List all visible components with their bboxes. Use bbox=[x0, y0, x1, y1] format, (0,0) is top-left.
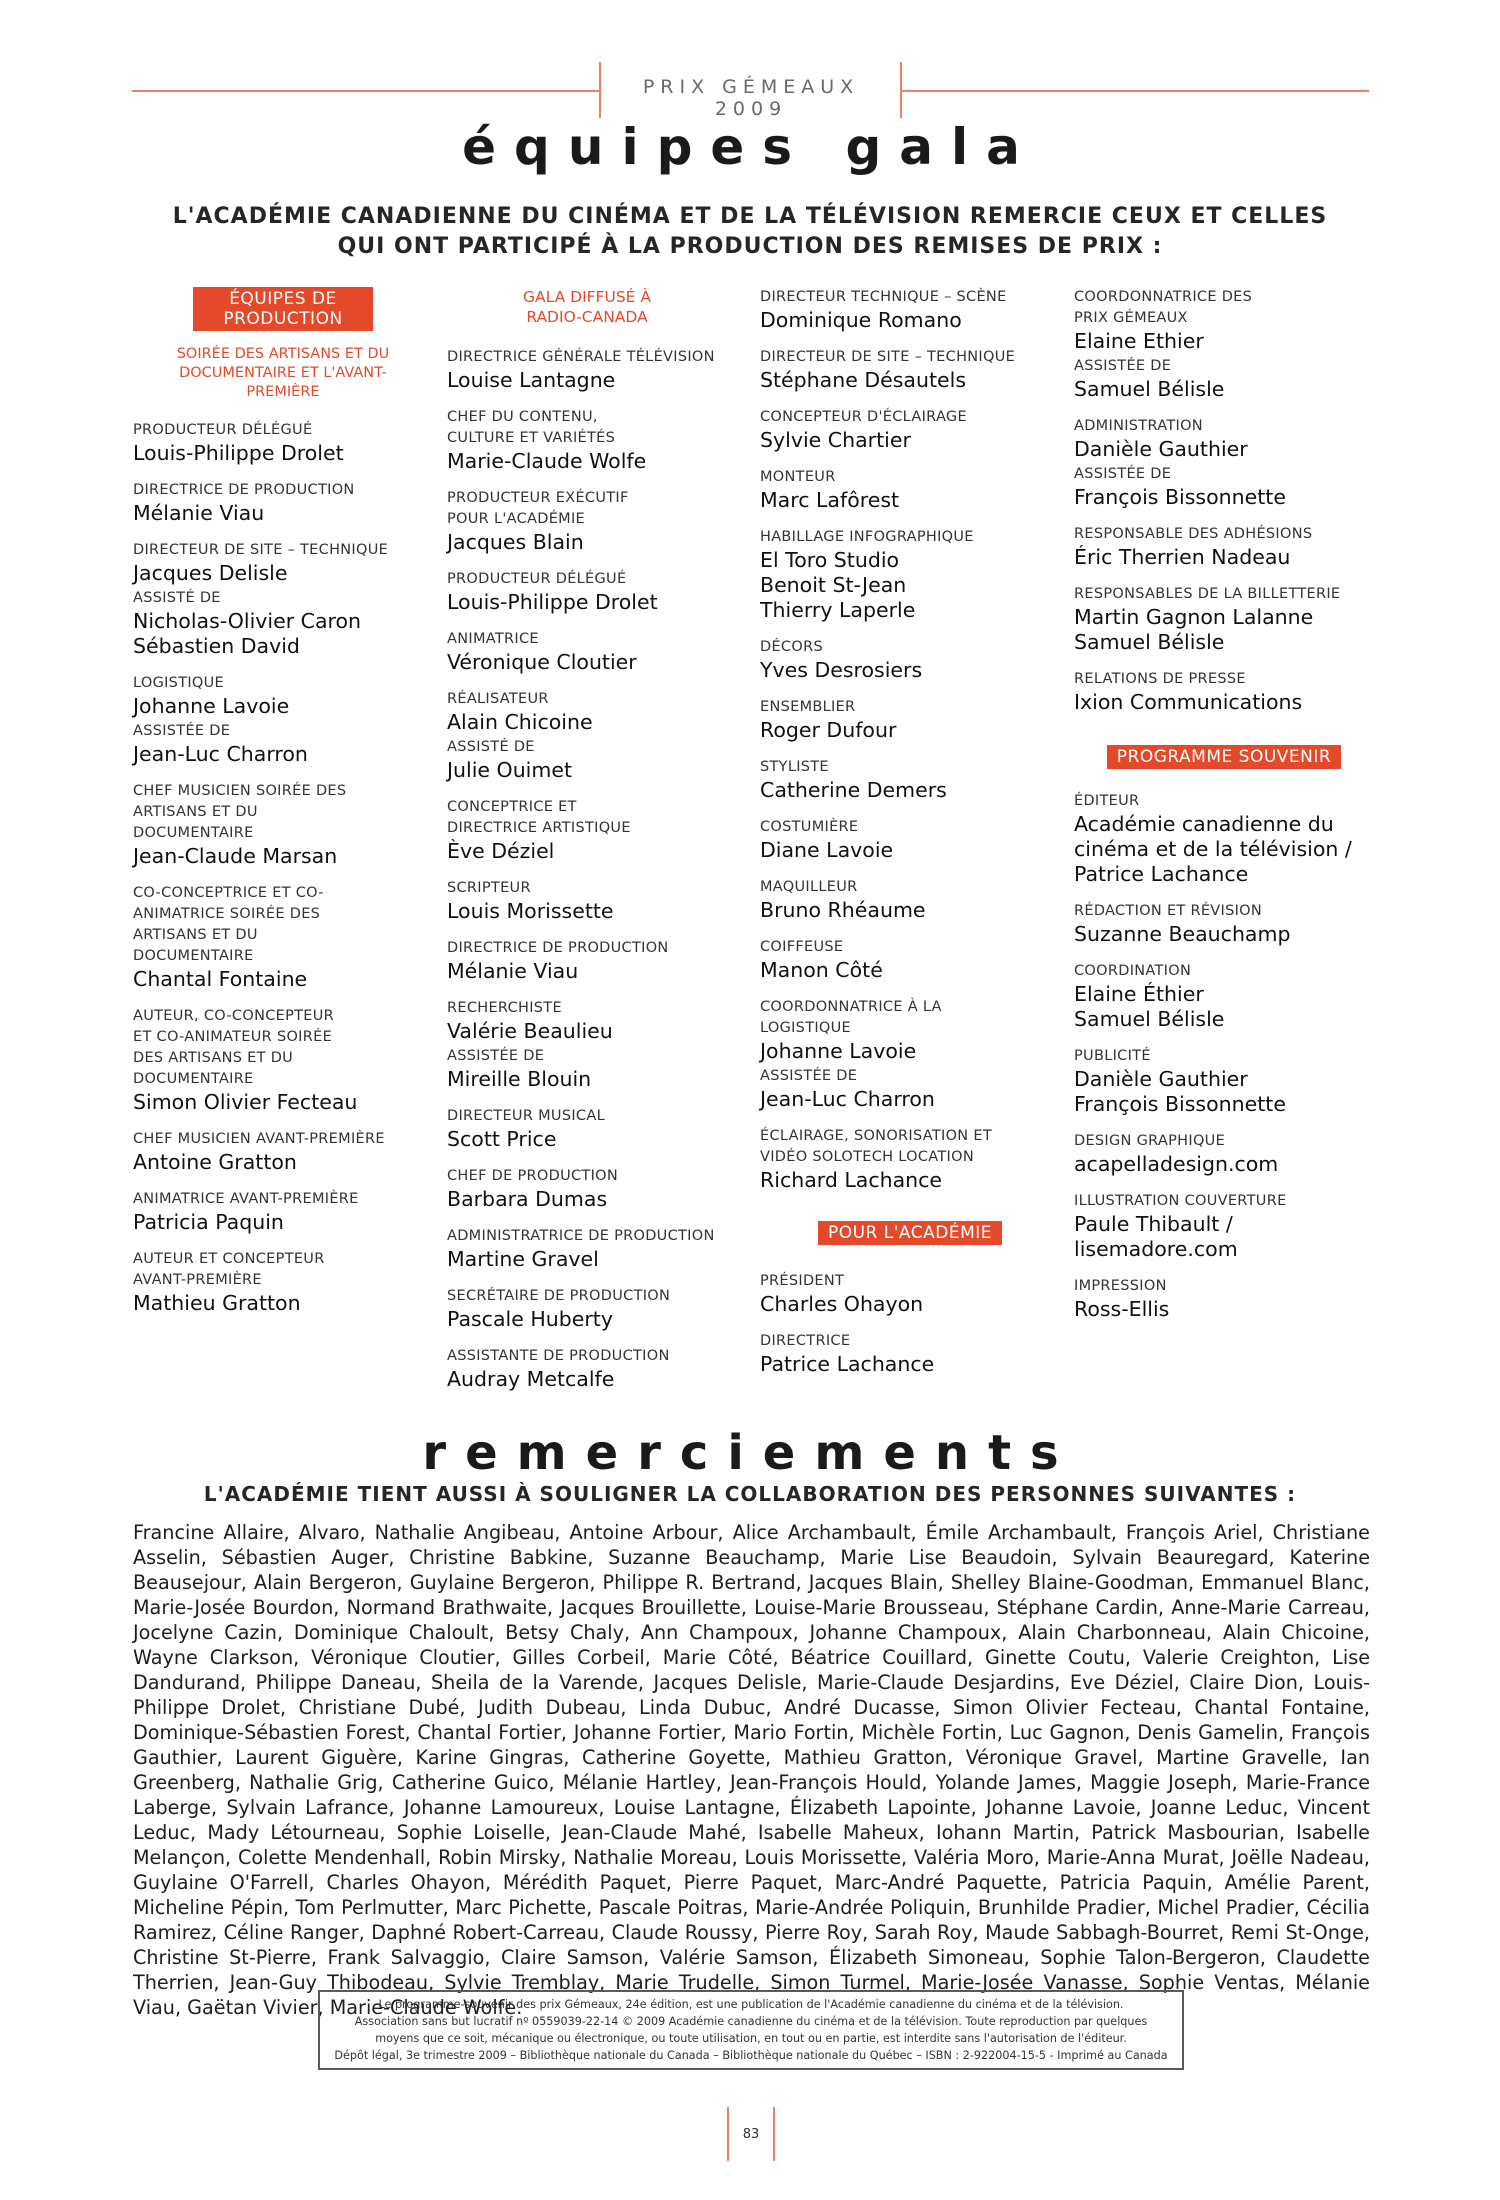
credit-role: COIFFEUSE bbox=[760, 939, 844, 955]
credit-role: DIRECTEUR MUSICAL bbox=[447, 1108, 605, 1124]
credit-entry bbox=[133, 420, 433, 466]
credit-role: MAQUILLEUR bbox=[760, 879, 858, 895]
credit-entry bbox=[447, 938, 747, 984]
credit-name: Marie-Claude Wolfe bbox=[447, 449, 647, 473]
credit-entry bbox=[447, 1346, 747, 1392]
credit-name: Antoine Gratton bbox=[133, 1150, 297, 1174]
credit-role: ASSISTÉE DE bbox=[1074, 358, 1172, 374]
credit-entry bbox=[760, 997, 1060, 1064]
credit-entry bbox=[133, 781, 433, 869]
credit-entry bbox=[1074, 356, 1374, 402]
credit-name: Elaine Ethier bbox=[1074, 329, 1204, 353]
credit-role: PUBLICITÉ bbox=[1074, 1048, 1151, 1064]
credit-role: CHEF DE PRODUCTION bbox=[447, 1168, 619, 1184]
credit-entry bbox=[1074, 669, 1374, 715]
credit-role: SCRIPTEUR bbox=[447, 880, 531, 896]
section-badge-programme-souvenir: PROGRAMME SOUVENIR bbox=[1107, 745, 1341, 769]
credit-role: LOGISTIQUE bbox=[133, 675, 225, 691]
credit-entry bbox=[1074, 464, 1374, 510]
credit-role: PRODUCTEUR DÉLÉGUÉ bbox=[133, 422, 313, 438]
credits-column-2 bbox=[447, 287, 747, 1406]
credit-entry bbox=[133, 1249, 433, 1316]
credit-name: Jacques Delisle bbox=[133, 561, 288, 585]
credit-role: RESPONSABLE DES ADHÉSIONS bbox=[1074, 526, 1313, 542]
credit-role: DIRECTRICE DE PRODUCTION bbox=[133, 482, 355, 498]
credit-name: Patricia Paquin bbox=[133, 1210, 284, 1234]
credit-role: CONCEPTRICE ET DIRECTRICE ARTISTIQUE bbox=[447, 799, 631, 836]
credit-role: CONCEPTEUR D'ÉCLAIRAGE bbox=[760, 409, 967, 425]
credit-name: Mireille Blouin bbox=[447, 1067, 592, 1091]
page-title: équipes gala bbox=[462, 118, 1038, 176]
credit-role: ASSISTÉE DE bbox=[760, 1068, 858, 1084]
credit-entry bbox=[447, 569, 747, 615]
credits-column-1 bbox=[133, 287, 433, 1330]
credit-entry bbox=[447, 407, 747, 474]
credit-name: El Toro Studio bbox=[760, 548, 900, 572]
credit-role: DIRECTEUR DE SITE – TECHNIQUE bbox=[760, 349, 1016, 365]
credit-name: Chantal Fontaine bbox=[133, 967, 308, 991]
credit-name: Académie canadienne du cinéma et de la télévision / Patrice Lachance bbox=[1074, 812, 1352, 886]
credit-name: Jean-Luc Charron bbox=[760, 1087, 935, 1111]
credit-role: ASSISTÉ DE bbox=[447, 739, 535, 755]
credit-name: Catherine Demers bbox=[760, 778, 947, 802]
credit-name: Yves Desrosiers bbox=[760, 658, 923, 682]
credit-role: AUTEUR ET CONCEPTEUR AVANT-PREMIÈRE bbox=[133, 1251, 325, 1288]
credit-entry bbox=[447, 878, 747, 924]
credit-entry bbox=[760, 407, 1060, 453]
credit-entry bbox=[760, 1066, 1060, 1112]
credit-role: DÉCORS bbox=[760, 639, 823, 655]
credit-role: MONTEUR bbox=[760, 469, 836, 485]
credit-name: Johanne Lavoie bbox=[760, 1039, 917, 1063]
credit-name: Bruno Rhéaume bbox=[760, 898, 926, 922]
credit-name: Barbara Dumas bbox=[447, 1187, 608, 1211]
credit-name: Suzanne Beauchamp bbox=[1074, 922, 1291, 946]
section-badge-equipes: ÉQUIPES DE PRODUCTION bbox=[193, 287, 373, 331]
credit-role: RELATIONS DE PRESSE bbox=[1074, 671, 1246, 687]
credit-role: PRODUCTEUR DÉLÉGUÉ bbox=[447, 571, 627, 587]
credit-entry bbox=[133, 721, 433, 767]
thanks-title: remerciements bbox=[422, 1425, 1078, 1481]
credit-role: DIRECTEUR DE SITE – TECHNIQUE bbox=[133, 542, 389, 558]
credit-name: Elaine Éthier bbox=[1074, 982, 1204, 1006]
credit-name: Scott Price bbox=[447, 1127, 557, 1151]
credit-role: RÉALISATEUR bbox=[447, 691, 549, 707]
credit-role: COSTUMIÈRE bbox=[760, 819, 859, 835]
credit-name: Diane Lavoie bbox=[760, 838, 894, 862]
credit-name: Charles Ohayon bbox=[760, 1292, 924, 1316]
intro-line-2: QUI ONT PARTICIPÉ À LA PRODUCTION DES REMISES DE PRIX : bbox=[337, 234, 1163, 259]
credit-entry bbox=[1074, 1276, 1374, 1322]
credit-name: Mathieu Gratton bbox=[133, 1291, 301, 1315]
credit-role: IMPRESSION bbox=[1074, 1278, 1167, 1294]
credit-role: ASSISTÉE DE bbox=[1074, 466, 1172, 482]
credit-entry bbox=[447, 1106, 747, 1152]
credit-name: Manon Côté bbox=[760, 958, 883, 982]
credit-role: COORDONNATRICE À LA LOGISTIQUE bbox=[760, 999, 942, 1036]
credit-name: Éric Therrien Nadeau bbox=[1074, 545, 1291, 569]
credit-role: DIRECTRICE GÉNÉRALE TÉLÉVISION bbox=[447, 349, 715, 365]
page-number: 83 bbox=[742, 2127, 760, 2142]
credit-role: HABILLAGE INFOGRAPHIQUE bbox=[760, 529, 974, 545]
credit-entry bbox=[760, 527, 1060, 623]
credit-name: Patrice Lachance bbox=[760, 1352, 935, 1376]
credit-name: Roger Dufour bbox=[760, 718, 897, 742]
credit-name: Ixion Communications bbox=[1074, 690, 1303, 714]
credit-name: Louis Morissette bbox=[447, 899, 614, 923]
legal-line-1: Le programme-souvenir des prix Gémeaux, 24e édition, est une publication de l'Académie canadienne du cinéma et de la télévision. bbox=[378, 1998, 1124, 2011]
intro-line-1: L'ACADÉMIE CANADIENNE DU CINÉMA ET DE LA TÉLÉVISION REMERCIE CEUX ET CELLES bbox=[172, 204, 1328, 229]
credit-role: PRODUCTEUR EXÉCUTIF POUR L'ACADÉMIE bbox=[447, 490, 629, 527]
credit-name: Pascale Huberty bbox=[447, 1307, 613, 1331]
credit-name: Marc Lafôrest bbox=[760, 488, 900, 512]
credit-name: Simon Olivier Fecteau bbox=[133, 1090, 358, 1114]
credit-entry bbox=[1074, 524, 1374, 570]
publication-label: PRIX GÉMEAUX 2009 bbox=[642, 76, 860, 120]
credit-role: DIRECTRICE DE PRODUCTION bbox=[447, 940, 669, 956]
credit-entry bbox=[447, 629, 747, 675]
credit-role: ADMINISTRATION bbox=[1074, 418, 1203, 434]
credit-name: Dominique Romano bbox=[760, 308, 962, 332]
credit-entry bbox=[1074, 1046, 1374, 1117]
credit-entry bbox=[133, 480, 433, 526]
credit-entry bbox=[447, 737, 747, 783]
credit-entry bbox=[760, 757, 1060, 803]
credit-entry bbox=[760, 287, 1060, 333]
thanks-names-paragraph: Francine Allaire, Alvaro, Nathalie Angibeau, Antoine Arbour, Alice Archambault, Émile Archambault, François Ariel, Christiane Asselin, Sébastien Auger, Christine Babkine, Suzanne Beauchamp, Marie Lise Beaudoin, Sylvain Beauregard, Katerine Beausejour, Alain Bergeron, Guylaine Bergeron, Philippe R. Bertrand, Jacques Blain, Shelley Blaine-Goodman, Emmanuel Blanc, Marie-Josée Bourdon, Normand Brathwaite, Jacques Brouillette, Louise-Marie Brousseau, Stéphane Cardin, Anne-Marie Carreau, Jocelyne Cazin, Dominique Chaloult, Betsy Chaly, Ann Champoux, Johanne Champoux, Alain Charbonneau, Alain Chicoine, Wayne Clarkson, Véronique Cloutier, Gilles Corbeil, Marie Côté, Béatrice Couillard, Ginette Coutu, Valerie Creighton, Lise Dandurand, Philippe Daneau, Sheila de la Varende, Jacques Delisle, Marie-Claude Desjardins, Eve Déziel, Claire Dion, Louis-Philippe Drolet, Christiane Dubé, Judith Dubeau, Linda Dubuc, André Ducasse, Simon Olivier Fecteau, Chantal Fontaine, Dominique-Sébastien Forest, Chantal Fortier, Johanne Fortier, Mario Fortin, Michèle Fortin, Luc Gagnon, Denis Gamelin, François Gauthier, Laurent Giguère, Karine Gingras, Catherine Goyette, Mathieu Gratton, Véronique Gravel, Martine Gravelle, Ian Greenberg, Nathalie Grig, Catherine Guico, Mélanie Hartley, Jean-François Hould, Yolande James, Maggie Joseph, Marie-France Laberge, Sylvain Lafrance, Johanne Lamoureux, Louise Lantagne, Élizabeth Lapointe, Johanne Lavoie, Joanne Leduc, Vincent Leduc, Mady Létourneau, Sophie Loiselle, Jean-Claude Mahé, Isabelle Maheux, Iohann Martin, Patrick Masbourian, Isabelle Melançon, Colette Mendenhall, Robin Mirsky, Nathalie Moreau, Louis Morissette, Valéria Moro, Marie-Anna Murat, Joëlle Nadeau, Guylaine O'Farrell, Charles Ohayon, Mérédith Paquet, Pierre Paquet, Marc-André Paquette, Patricia Paquin, Amélie Parent, Micheline Pépin, Tom Perlmutter, Marc Pichette, Pascale Poitras, Marie-Andrée Poliquin, Brunhilde Pradier, Michel Pradier, Cécilia Ramirez, Céline Ranger, Daphné Robert-Carreau, Claude Roussy, Pierre Roy, Sarah Roy, Maude Sabbagh-Bourret, Remi St-Onge, Christine St-Pierre, Frank Salvaggio, Claire Samson, Valérie Samson, Élizabeth Simoneau, Sophie Talon-Bergeron, Claudette Therrien, Jean-Guy Thibodeau, Sylvie Tremblay, Marie Trudelle, Simon Turmel, Marie-Josée Vanasse, Sophie Ventas, Mélanie Viau, Gaëtan Vivier, Marie-Claude Wolfe. bbox=[133, 1521, 1370, 2019]
credit-entry bbox=[1074, 901, 1374, 947]
section-heading-radio-canada: GALA DIFFUSÉ À RADIO-CANADA bbox=[523, 288, 651, 326]
credit-entry bbox=[133, 588, 433, 659]
credit-entry bbox=[133, 673, 433, 719]
section-badge-academie: POUR L'ACADÉMIE bbox=[818, 1221, 1002, 1245]
credit-entry bbox=[133, 1129, 433, 1175]
credit-role: SECRÉTAIRE DE PRODUCTION bbox=[447, 1288, 671, 1304]
intro-text bbox=[0, 202, 1500, 262]
header-tick-left bbox=[599, 62, 601, 118]
credit-entry bbox=[447, 1226, 747, 1272]
credit-role: DIRECTEUR TECHNIQUE – SCÈNE bbox=[760, 289, 1007, 305]
credit-role: ILLUSTRATION COUVERTURE bbox=[1074, 1193, 1287, 1209]
credit-name: Martin Gagnon Lalanne bbox=[1074, 605, 1314, 629]
credit-name: Valérie Beaulieu bbox=[447, 1019, 613, 1043]
credit-entry bbox=[760, 817, 1060, 863]
credit-name: Jean-Luc Charron bbox=[133, 742, 308, 766]
credit-name: Johanne Lavoie bbox=[133, 694, 290, 718]
credit-name: Benoit St-Jean bbox=[760, 573, 907, 597]
credit-entry bbox=[1074, 584, 1374, 655]
credit-role: ASSISTÉ DE bbox=[133, 590, 221, 606]
credit-role: CHEF MUSICIEN SOIRÉE DES ARTISANS ET DU DOCUMENTAIRE bbox=[133, 783, 347, 841]
page-header bbox=[132, 62, 1369, 118]
credit-name: Nicholas-Olivier Caron bbox=[133, 609, 362, 633]
credits-column-4 bbox=[1074, 287, 1374, 1336]
credit-role: PRÉSIDENT bbox=[760, 1273, 845, 1289]
credit-role: ASSISTÉE DE bbox=[447, 1048, 545, 1064]
header-rule-left bbox=[132, 90, 599, 92]
credit-name: Danièle Gauthier bbox=[1074, 1067, 1248, 1091]
header-rule-right bbox=[902, 90, 1369, 92]
credit-entry bbox=[447, 488, 747, 555]
legal-notice-box bbox=[318, 1990, 1184, 2070]
credit-entry bbox=[447, 347, 747, 393]
legal-line-2: Association sans but lucratif nº 0559039-22-14 © 2009 Académie canadienne du cinéma et de la télévision. Toute reproduction par quelques bbox=[354, 2015, 1148, 2028]
credit-name: Danièle Gauthier bbox=[1074, 437, 1248, 461]
credit-role: ANIMATRICE bbox=[447, 631, 539, 647]
legal-line-3: moyens que ce soit, mécanique ou électronique, ou toute utilisation, en tout ou en partie, est interdite sans l'autorisation de l'éditeur. bbox=[375, 2032, 1127, 2045]
credit-entry bbox=[133, 540, 433, 586]
credit-entry bbox=[1074, 791, 1374, 887]
credit-entry bbox=[760, 697, 1060, 743]
credit-name: Louis-Philippe Drolet bbox=[133, 441, 344, 465]
credit-name: Jacques Blain bbox=[447, 530, 584, 554]
credit-role: AUTEUR, CO-CONCEPTEUR ET CO-ANIMATEUR SOIRÉE DES ARTISANS ET DU DOCUMENTAIRE bbox=[133, 1008, 335, 1087]
credit-name: Véronique Cloutier bbox=[447, 650, 637, 674]
credit-name: Audray Metcalfe bbox=[447, 1367, 615, 1391]
credit-entry bbox=[447, 1166, 747, 1212]
credit-role: STYLISTE bbox=[760, 759, 829, 775]
credit-name: acapelladesign.com bbox=[1074, 1152, 1279, 1176]
credit-name: François Bissonnette bbox=[1074, 485, 1286, 509]
credit-name: François Bissonnette bbox=[1074, 1092, 1286, 1116]
credit-role: RESPONSABLES DE LA BILLETTERIE bbox=[1074, 586, 1341, 602]
credit-name: Sébastien David bbox=[133, 634, 300, 658]
credit-entry bbox=[760, 1331, 1060, 1377]
page-number-rule-right bbox=[773, 2107, 775, 2161]
credit-name: Paule Thibault / lisemadore.com bbox=[1074, 1212, 1238, 1261]
credit-role: DESIGN GRAPHIQUE bbox=[1074, 1133, 1226, 1149]
credit-entry bbox=[447, 1286, 747, 1332]
credit-name: Mélanie Viau bbox=[133, 501, 265, 525]
credit-entry bbox=[760, 467, 1060, 513]
credit-role: COORDINATION bbox=[1074, 963, 1192, 979]
credit-entry bbox=[1074, 1131, 1374, 1177]
credits-column-3 bbox=[760, 287, 1060, 1391]
credit-role: DIRECTRICE bbox=[760, 1333, 851, 1349]
credit-role: CO-CONCEPTRICE ET CO-ANIMATRICE SOIRÉE DES ARTISANS ET DU DOCUMENTAIRE bbox=[133, 885, 324, 964]
credit-entry bbox=[1074, 287, 1374, 354]
credit-role: ÉDITEUR bbox=[1074, 793, 1140, 809]
credit-name: Julie Ouimet bbox=[447, 758, 573, 782]
credit-name: Mélanie Viau bbox=[447, 959, 579, 983]
section-subtitle: SOIRÉE DES ARTISANS ET DU DOCUMENTAIRE ET L'AVANT-PREMIÈRE bbox=[176, 346, 390, 400]
credit-entry bbox=[760, 637, 1060, 683]
credit-name: Louise Lantagne bbox=[447, 368, 616, 392]
credit-role: ÉCLAIRAGE, SONORISATION ET VIDÉO SOLOTECH LOCATION bbox=[760, 1128, 992, 1165]
credit-role: ASSISTANTE DE PRODUCTION bbox=[447, 1348, 670, 1364]
credit-role: RECHERCHISTE bbox=[447, 1000, 562, 1016]
credit-entry bbox=[447, 1046, 747, 1092]
thanks-subtitle: L'ACADÉMIE TIENT AUSSI À SOULIGNER LA COLLABORATION DES PERSONNES SUIVANTES : bbox=[203, 1482, 1297, 1506]
credit-entry bbox=[447, 998, 747, 1044]
credit-role: CHEF DU CONTENU, CULTURE ET VARIÉTÉS bbox=[447, 409, 616, 446]
credit-entry bbox=[447, 797, 747, 864]
credit-name: Stéphane Désautels bbox=[760, 368, 967, 392]
credit-name: Ross-Ellis bbox=[1074, 1297, 1170, 1321]
credit-entry bbox=[133, 883, 433, 992]
credit-entry bbox=[760, 877, 1060, 923]
credit-name: Samuel Bélisle bbox=[1074, 1007, 1225, 1031]
credit-role: CHEF MUSICIEN AVANT-PREMIÈRE bbox=[133, 1131, 385, 1147]
legal-line-4: Dépôt légal, 3e trimestre 2009 – Bibliothèque nationale du Canada – Bibliothèque nationale du Québec – ISBN : 2-922004-15-5 - Imprimé au Canada bbox=[334, 2049, 1168, 2062]
credit-entry bbox=[1074, 1191, 1374, 1262]
credit-name: Sylvie Chartier bbox=[760, 428, 911, 452]
credit-entry bbox=[133, 1189, 433, 1235]
credit-role: COORDONNATRICE DES PRIX GÉMEAUX bbox=[1074, 289, 1253, 326]
credit-name: Martine Gravel bbox=[447, 1247, 599, 1271]
credit-entry bbox=[760, 1271, 1060, 1317]
credit-name: Samuel Bélisle bbox=[1074, 377, 1225, 401]
credit-name: Thierry Laperle bbox=[760, 598, 916, 622]
credit-entry bbox=[760, 1126, 1060, 1193]
credit-entry bbox=[133, 1006, 433, 1115]
credit-name: Louis-Philippe Drolet bbox=[447, 590, 658, 614]
credit-name: Samuel Bélisle bbox=[1074, 630, 1225, 654]
credit-entry bbox=[1074, 961, 1374, 1032]
credit-entry bbox=[760, 347, 1060, 393]
credit-entry bbox=[760, 937, 1060, 983]
credit-role: RÉDACTION ET RÉVISION bbox=[1074, 903, 1263, 919]
credit-entry bbox=[1074, 416, 1374, 462]
credit-role: ENSEMBLIER bbox=[760, 699, 856, 715]
credit-name: Jean-Claude Marsan bbox=[133, 844, 338, 868]
credit-name: Ève Déziel bbox=[447, 839, 555, 863]
credit-role: ADMINISTRATRICE DE PRODUCTION bbox=[447, 1228, 715, 1244]
credit-role: ASSISTÉE DE bbox=[133, 723, 231, 739]
credit-name: Richard Lachance bbox=[760, 1168, 943, 1192]
credit-name: Alain Chicoine bbox=[447, 710, 593, 734]
credit-role: ANIMATRICE AVANT-PREMIÈRE bbox=[133, 1191, 359, 1207]
credit-entry bbox=[447, 689, 747, 735]
